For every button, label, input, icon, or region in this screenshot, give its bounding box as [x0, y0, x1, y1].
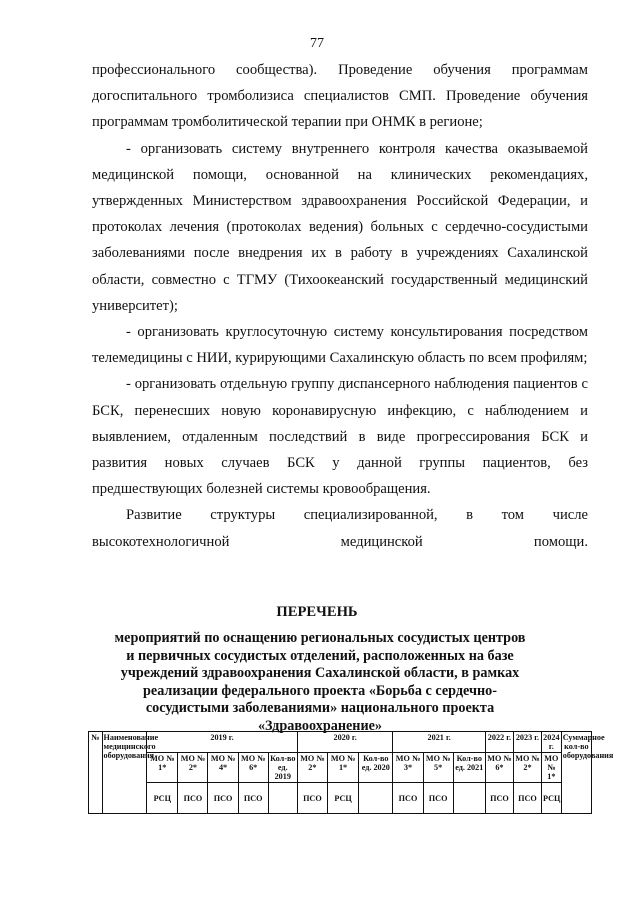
type-2023-mo2: ПСО: [513, 783, 541, 814]
sub-2019-mo4: МО № 4*: [208, 753, 238, 783]
sub-2021-mo3: МО № 3*: [393, 753, 423, 783]
header-year-2021: 2021 г.: [393, 732, 485, 753]
header-equipment-name: Наименование медицинского оборудования: [102, 732, 147, 814]
paragraph-4: - организовать отдельную группу диспансерного наблюдения пациентов с БСК, перенесших новую коронавирусную инфекцию, с наблюдением и выявлением, отдаленным последствий в виде прогрессирования БСК и развития новых случаев БСК у данной группы пациентов, без предшествующих болезней системы кровообращения.: [92, 376, 588, 498]
paragraph-3: - организовать круглосуточную систему консультирования посредством телемедицины с НИИ, курирующими Сахалинскую область по всем профилям;: [92, 324, 588, 367]
type-2021-mo3: ПСО: [393, 783, 423, 814]
type-2019-mo6: ПСО: [238, 783, 268, 814]
type-2020-count: [359, 783, 393, 814]
type-2019-mo4: ПСО: [208, 783, 238, 814]
type-2019-mo1: РСЦ: [147, 783, 178, 814]
type-2019-mo2: ПСО: [178, 783, 208, 814]
page-number: 77: [310, 36, 324, 51]
sub-2023-mo2: МО № 2*: [513, 753, 541, 783]
header-total: Суммарное кол-во оборудования: [561, 732, 591, 814]
paragraph-1: профессионального сообщества). Проведение обучения программам догоспитального тромболизиса специалистов СМП. Проведение обучения программам тромболитической терапии при ОНМК в регионе;: [92, 62, 588, 131]
sub-2024-mo1: МО № 1*: [541, 753, 561, 783]
sub-2022-mo6: МО № 6*: [485, 753, 513, 783]
type-2020-mo1: РСЦ: [327, 783, 358, 814]
header-year-2023: 2023 г.: [513, 732, 541, 753]
sub-2021-count: Кол-во ед. 2021: [453, 753, 485, 783]
sub-2019-mo2: МО № 2*: [178, 753, 208, 783]
sub-2020-count: Кол-во ед. 2020: [359, 753, 393, 783]
body-text: [92, 57, 588, 555]
type-2020-mo2: ПСО: [297, 783, 327, 814]
type-2019-count: [268, 783, 297, 814]
header-year-2020: 2020 г.: [297, 732, 393, 753]
list-subheading: мероприятий по оснащению региональных сосудистых центров и первичных сосудистых отделений, расположенных на базе учреждений здравоохранения Сахалинской области, в рамках реализации федерального проекта «Борьба с сердечно-сосудистыми заболеваниями» национального проекта «Здравоохранение»: [114, 630, 526, 734]
type-2022-mo6: ПСО: [485, 783, 513, 814]
sub-2021-mo5: МО № 5*: [423, 753, 453, 783]
type-2024-mo1: РСЦ: [541, 783, 561, 814]
sub-2019-count: Кол-во ед. 2019: [270, 754, 296, 781]
list-heading: ПЕРЕЧЕНЬ: [276, 604, 358, 620]
sub-2019-mo6: МО № 6*: [238, 753, 268, 783]
sub-2020-mo1: МО № 1*: [327, 753, 358, 783]
paragraph-5: Развитие структуры специализированной, в том числе высокотехнологичной медицинской помощи.: [92, 507, 588, 550]
header-year-2024: 2024 г.: [543, 733, 560, 751]
paragraph-2: - организовать систему внутреннего контроля качества оказываемой медицинской помощи, основанной на клинических рекомендациях, утвержденных Министерством здравоохранения Российской Федерации, и протоколах лечения (протоколах ведения) больных с сердечно-сосудистыми заболеваниями после внедрения их в работу в учреждениях Сахалинской области, совместно с ТГМУ (Тихоокеанский государственный медицинский университет);: [92, 140, 588, 314]
equipment-table: [88, 731, 614, 814]
sub-2020-mo2: МО № 2*: [297, 753, 327, 783]
sub-2019-mo1: МО № 1*: [147, 753, 178, 783]
header-year-2022: 2022 г.: [485, 732, 513, 753]
type-2021-mo5: ПСО: [423, 783, 453, 814]
type-2021-count: [453, 783, 485, 814]
header-num: №: [89, 732, 103, 814]
header-year-2019: 2019 г.: [147, 732, 298, 753]
